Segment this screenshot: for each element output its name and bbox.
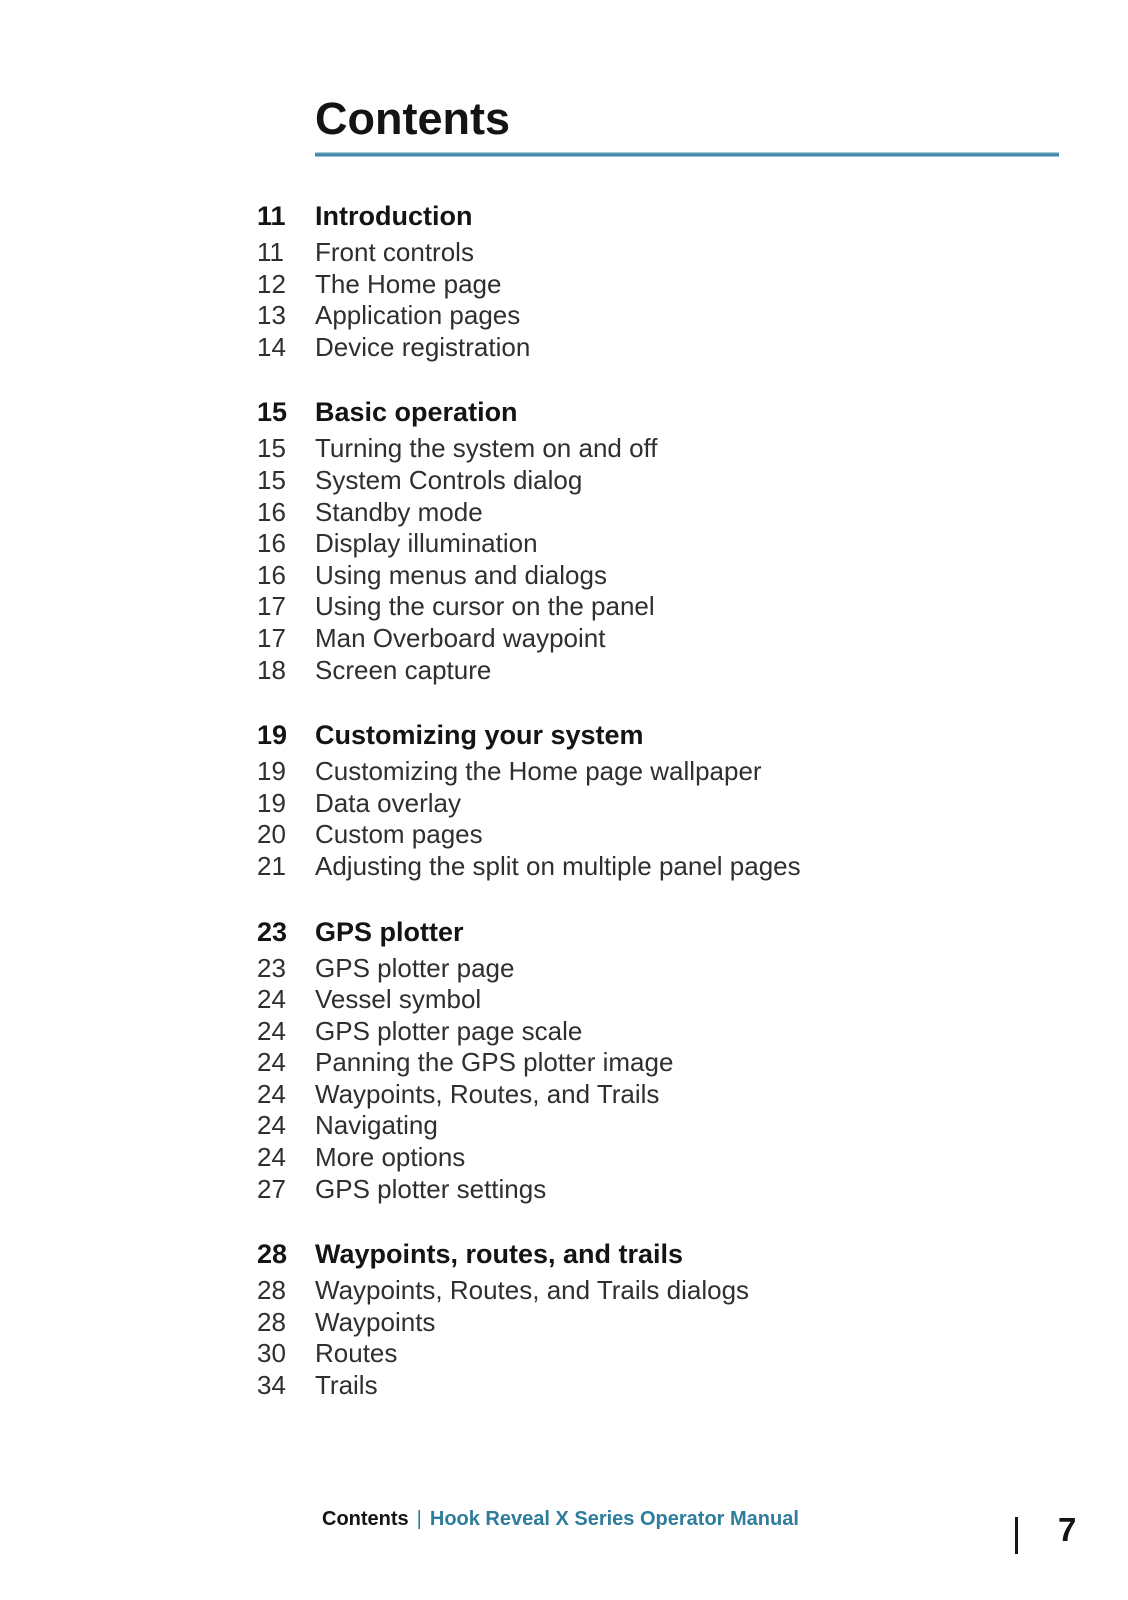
entry-page-number: 16 [257, 528, 286, 559]
toc-entry-row [257, 851, 1072, 883]
entry-page-number: 15 [257, 464, 286, 495]
toc-entry-row [257, 332, 1072, 364]
entry-page-number: 19 [257, 787, 286, 818]
entry-page-number: 20 [257, 819, 286, 850]
entry-title: Application pages [315, 300, 521, 331]
entry-page-number: 16 [257, 559, 286, 590]
entry-title: Using menus and dialogs [315, 559, 607, 590]
toc-entry-row [257, 1110, 1072, 1142]
toc-entry-row [257, 1174, 1072, 1206]
toc-section [257, 1237, 1072, 1401]
footer-section-label: Contents [322, 1508, 409, 1530]
entry-page-number: 28 [257, 1306, 286, 1337]
toc-entry-row [257, 788, 1072, 820]
footer-separator: | [416, 1508, 422, 1530]
entry-title: Customizing the Home page wallpaper [315, 756, 762, 787]
footer-page-divider [1015, 1517, 1018, 1554]
section-title: Basic operation [315, 397, 518, 428]
entry-page-number: 34 [257, 1370, 286, 1401]
entry-page-number: 30 [257, 1338, 286, 1369]
section-title: Introduction [315, 201, 473, 231]
toc-section [257, 395, 1072, 686]
toc-entry-row [257, 819, 1072, 851]
section-page-number: 28 [257, 1239, 288, 1270]
entry-title: Routes [315, 1338, 398, 1369]
toc-entry-row [257, 237, 1072, 269]
entry-page-number: 13 [257, 300, 286, 331]
entry-title: Device registration [315, 331, 531, 362]
entry-page-number: 24 [257, 1015, 286, 1046]
entry-title: Navigating [315, 1110, 438, 1141]
entry-title: Trails [315, 1370, 378, 1401]
toc-entry-row [257, 591, 1072, 623]
section-page-number: 11 [257, 201, 286, 231]
entry-page-number: 17 [257, 622, 286, 653]
toc-entry-row [257, 465, 1072, 497]
entry-title: The Home page [315, 268, 502, 299]
section-title: GPS plotter [315, 916, 464, 947]
section-title: Customizing your system [315, 720, 644, 751]
entry-page-number: 28 [257, 1275, 286, 1306]
entry-page-number: 23 [257, 952, 286, 983]
entry-title: Vessel symbol [315, 984, 482, 1015]
toc-entry-row [257, 1079, 1072, 1111]
toc-entry-row [257, 497, 1072, 529]
entry-page-number: 12 [257, 268, 286, 299]
entry-title: Turning the system on and off [315, 433, 658, 464]
entry-page-number: 27 [257, 1173, 286, 1204]
entry-page-number: 15 [257, 433, 286, 464]
entry-title: Data overlay [315, 787, 461, 818]
entry-page-number: 24 [257, 1078, 286, 1109]
footer-manual-title: Hook Reveal X Series Operator Manual [429, 1508, 799, 1530]
entry-title: Panning the GPS plotter image [315, 1047, 674, 1078]
toc-entry-row [257, 984, 1072, 1016]
toc-entry-row [257, 1370, 1072, 1402]
toc-section-header [257, 718, 1072, 752]
entry-title: Front controls [315, 237, 474, 267]
toc-entry-row [257, 655, 1072, 687]
entry-title: GPS plotter page scale [315, 1015, 583, 1046]
entry-page-number: 24 [257, 1047, 286, 1078]
toc-section [257, 718, 1072, 882]
entry-page-number: 14 [257, 331, 286, 362]
toc-entry-row [257, 1142, 1072, 1174]
toc-entry-row [257, 623, 1072, 655]
toc-section-header [257, 915, 1072, 949]
section-title: Waypoints, routes, and trails [315, 1239, 684, 1270]
entry-title: Display illumination [315, 528, 538, 559]
toc-entry-row [257, 528, 1072, 560]
entry-page-number: 11 [257, 237, 284, 267]
entry-title: More options [315, 1142, 466, 1173]
entry-title: System Controls dialog [315, 464, 583, 495]
entry-page-number: 18 [257, 654, 286, 685]
page-content [257, 93, 1072, 1402]
title-rule [315, 152, 1059, 157]
page-title: Contents [315, 93, 510, 144]
entry-page-number: 17 [257, 591, 286, 622]
toc-entry-row [257, 560, 1072, 592]
entry-title: Standby mode [315, 496, 483, 527]
toc-entry-row [257, 1047, 1072, 1079]
footer-page-number: 7 [1058, 1511, 1077, 1548]
toc-entry-row [257, 269, 1072, 301]
toc-entry-row [257, 1338, 1072, 1370]
toc-entry-row [257, 433, 1072, 465]
toc-section-header [257, 395, 1072, 429]
entry-title: Screen capture [315, 654, 492, 685]
section-page-number: 15 [257, 397, 288, 428]
toc-entry-row [257, 1307, 1072, 1339]
entry-title: Using the cursor on the panel [315, 591, 655, 622]
entry-title: Waypoints, Routes, and Trails dialogs [315, 1275, 750, 1306]
entry-title: Man Overboard waypoint [315, 622, 606, 653]
entry-page-number: 16 [257, 496, 286, 527]
toc-section [257, 915, 1072, 1206]
entry-title: Adjusting the split on multiple panel pages [315, 850, 801, 881]
entry-page-number: 24 [257, 1142, 286, 1173]
toc-entry-row [257, 756, 1072, 788]
section-page-number: 19 [257, 720, 288, 751]
entry-page-number: 21 [257, 850, 286, 881]
toc-entry-row [257, 1275, 1072, 1307]
toc-entry-row [257, 1016, 1072, 1048]
entry-title: Custom pages [315, 819, 483, 850]
entry-title: GPS plotter page [315, 952, 515, 983]
entry-title: Waypoints [315, 1306, 436, 1337]
toc-section-header [257, 1237, 1072, 1271]
entry-page-number: 19 [257, 756, 286, 787]
toc-entry-row [257, 300, 1072, 332]
toc [257, 199, 1072, 1402]
footer [322, 1506, 799, 1532]
entry-page-number: 24 [257, 984, 286, 1015]
entry-page-number: 24 [257, 1110, 286, 1141]
entry-title: Waypoints, Routes, and Trails [315, 1078, 660, 1109]
toc-section-header [257, 199, 1072, 233]
toc-entry-row [257, 953, 1072, 985]
section-page-number: 23 [257, 916, 288, 947]
entry-title: GPS plotter settings [315, 1173, 547, 1204]
toc-section [257, 199, 1072, 363]
